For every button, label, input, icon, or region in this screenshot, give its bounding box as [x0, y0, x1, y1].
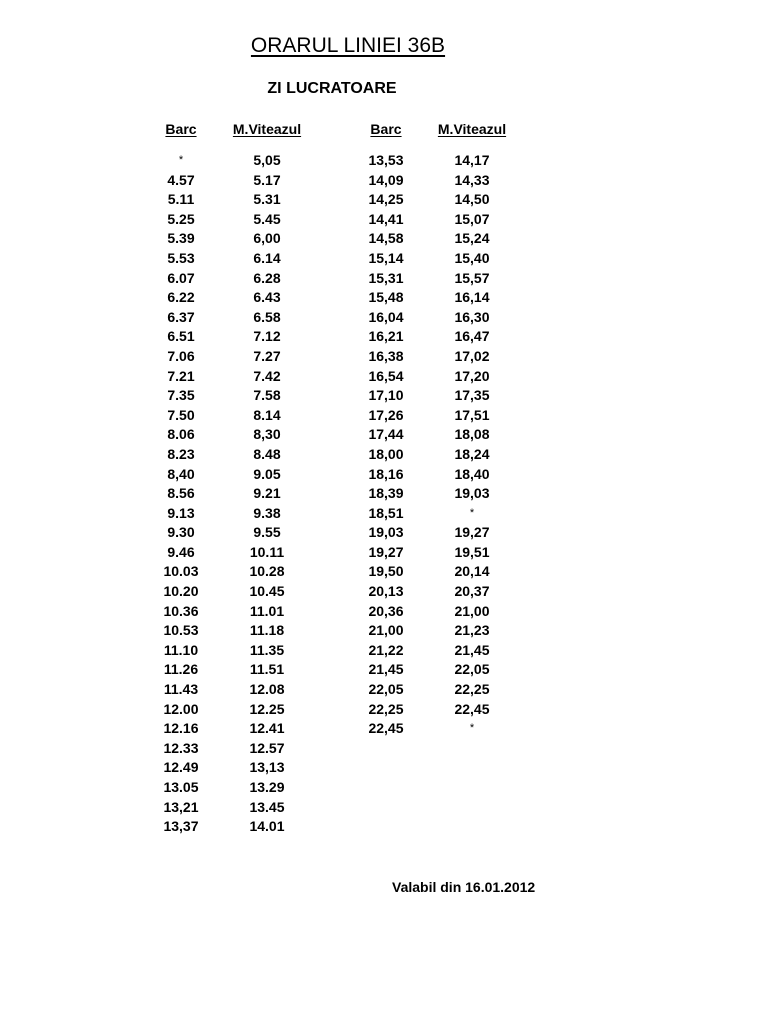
time-cell: 20,36	[368, 602, 404, 619]
time-cell: 10.11	[249, 543, 285, 560]
time-cell: 11.51	[249, 661, 285, 678]
time-cell: 19,03	[368, 524, 404, 541]
time-cell: 15,07	[454, 210, 490, 227]
time-cell: 17,26	[368, 406, 404, 423]
time-cell: 5.17	[253, 171, 281, 188]
timetable-column-mviteazul-1	[212, 120, 322, 837]
time-cell: 12.41	[249, 720, 285, 737]
time-cell: 6.07	[167, 269, 195, 286]
time-cell: 10.36	[163, 602, 199, 619]
time-cell: 19,51	[454, 543, 490, 560]
time-cell: 14,09	[368, 171, 404, 188]
time-cell: 11.26	[163, 661, 199, 678]
time-cell: 10.03	[163, 563, 199, 580]
time-cell: 4.57	[167, 171, 195, 188]
time-cell: 19,27	[368, 543, 404, 560]
time-cell: 14,33	[454, 171, 490, 188]
time-cell: 19,27	[454, 524, 490, 541]
time-cell: *	[469, 722, 475, 735]
time-cell: 5,05	[253, 152, 281, 168]
time-cell: 9.21	[253, 485, 281, 502]
column-header: Barc	[165, 121, 197, 137]
time-cell: 22,25	[454, 681, 490, 698]
time-cell: 18,39	[368, 485, 404, 502]
time-cell: 12.25	[249, 700, 285, 717]
time-cell: 9.46	[167, 543, 195, 560]
time-cell: 9.13	[167, 504, 195, 521]
time-cell: 5.11	[167, 191, 195, 208]
time-cell: 9.38	[253, 504, 281, 521]
time-cell: 6.58	[253, 308, 281, 325]
time-cell: 10.20	[163, 583, 199, 600]
time-cell: 12.57	[249, 739, 285, 756]
time-cell: 22,25	[368, 700, 404, 717]
time-cell: 12.49	[163, 759, 199, 776]
time-cell: 14,50	[454, 191, 490, 208]
page-subtitle: ZI LUCRATOARE	[267, 80, 397, 97]
time-cell: 5.53	[167, 249, 195, 266]
time-cell: 17,10	[368, 387, 404, 404]
time-cell: 21,00	[368, 622, 404, 639]
time-cell: 7.27	[253, 347, 281, 364]
time-cell: 22,05	[454, 661, 490, 678]
time-cell: 13,37	[163, 818, 199, 835]
time-cell: 18,00	[368, 445, 404, 462]
time-cell: 13,13	[249, 759, 285, 776]
validity-note: Valabil din 16.01.2012	[392, 879, 536, 895]
time-cell: 18,51	[368, 504, 404, 521]
time-cell: 21,45	[454, 641, 490, 658]
time-cell: 18,16	[368, 465, 404, 482]
time-cell: 20,14	[454, 563, 490, 580]
time-cell: 15,24	[454, 230, 490, 247]
time-cell: 5.25	[167, 210, 195, 227]
time-cell: 9.55	[253, 524, 281, 541]
time-cell: 6,00	[253, 230, 281, 247]
time-cell: 8.14	[253, 406, 281, 423]
time-cell: 8,30	[253, 426, 281, 443]
time-cell: 13,21	[163, 798, 199, 815]
column-header: Barc	[370, 121, 402, 137]
time-cell: 16,14	[454, 289, 490, 306]
time-cell: 13.29	[249, 779, 285, 795]
time-cell: 10.28	[249, 563, 285, 580]
time-cell: *	[469, 506, 475, 519]
time-cell: 7.21	[167, 367, 195, 384]
time-cell: 14,58	[368, 230, 404, 247]
time-cell: 22,45	[368, 720, 404, 737]
time-cell: 6.14	[253, 249, 281, 266]
column-header: M.Viteazul	[437, 121, 507, 137]
time-cell: 6.22	[167, 289, 195, 306]
time-cell: 7.12	[253, 328, 281, 345]
time-cell: 9.05	[253, 465, 281, 482]
time-cell: 17,02	[454, 347, 490, 364]
time-cell: 21,23	[454, 622, 490, 639]
page-title: ORARUL LINIEI 36B	[250, 34, 446, 57]
time-cell: 15,57	[454, 269, 490, 286]
time-cell: 8.23	[167, 445, 195, 462]
time-cell: 16,47	[454, 328, 490, 345]
time-cell: 7.06	[167, 347, 195, 364]
time-cell: 22,05	[368, 681, 404, 698]
time-cell: 13.05	[163, 779, 199, 795]
time-cell: 15,40	[454, 249, 490, 266]
time-cell: 7.42	[253, 367, 281, 384]
time-cell: 7.50	[167, 406, 195, 423]
time-cell: 20,37	[454, 583, 490, 600]
time-cell: 19,03	[454, 485, 490, 502]
time-cell: 5.31	[253, 191, 281, 208]
time-cell: 6.37	[167, 308, 195, 325]
time-cell: 8.06	[167, 426, 195, 443]
time-cell: 12.00	[163, 700, 199, 717]
time-cell: 10.53	[163, 622, 199, 639]
time-cell: 11.43	[163, 681, 199, 698]
time-cell: 15,48	[368, 289, 404, 306]
time-cell: 14,41	[368, 210, 404, 227]
time-cell: 11.10	[163, 641, 199, 658]
time-cell: 6.28	[253, 269, 281, 286]
time-cell: 16,21	[368, 328, 404, 345]
time-cell: 19,50	[368, 563, 404, 580]
time-cell: 8,40	[167, 465, 195, 482]
time-cell: 16,54	[368, 367, 404, 384]
time-cell: 14,17	[454, 152, 490, 168]
column-cells	[417, 151, 527, 739]
time-cell: 17,20	[454, 367, 490, 384]
time-cell: 12.08	[249, 681, 285, 698]
time-cell: 22,45	[454, 700, 490, 717]
time-cell: 8.56	[167, 485, 195, 502]
column-header: M.Viteazul	[232, 121, 302, 137]
time-cell: 6.51	[167, 328, 195, 345]
time-cell: 15,31	[368, 269, 404, 286]
time-cell: 20,13	[368, 583, 404, 600]
time-cell: 11.35	[249, 641, 285, 658]
time-cell: 13.45	[249, 798, 285, 815]
time-cell: 8.48	[253, 445, 281, 462]
time-cell: 12.33	[163, 739, 199, 756]
time-cell: 11.18	[249, 622, 285, 639]
time-cell: 21,00	[454, 602, 490, 619]
time-cell: 7.35	[167, 387, 195, 404]
time-cell: 17,35	[454, 387, 490, 404]
time-cell: 14,25	[368, 191, 404, 208]
time-cell: 18,08	[454, 426, 490, 443]
time-cell: 10.45	[249, 583, 285, 600]
time-cell: 16,38	[368, 347, 404, 364]
time-cell: 17,51	[454, 406, 490, 423]
time-cell: 16,04	[368, 308, 404, 325]
time-cell: 17,44	[368, 426, 404, 443]
time-cell: 21,45	[368, 661, 404, 678]
time-cell: 21,22	[368, 641, 404, 658]
time-cell: 18,24	[454, 445, 490, 462]
column-cells	[212, 151, 322, 837]
time-cell: 13,53	[368, 152, 404, 168]
time-cell: 6.43	[253, 289, 281, 306]
time-cell: 18,40	[454, 465, 490, 482]
time-cell: 16,30	[454, 308, 490, 325]
time-cell: *	[178, 154, 184, 166]
time-cell: 5.39	[167, 230, 195, 247]
timetable-column-mviteazul-2	[417, 120, 527, 739]
time-cell: 5.45	[253, 210, 281, 227]
time-cell: 11.01	[249, 602, 285, 619]
time-cell: 9.30	[167, 524, 195, 541]
time-cell: 15,14	[368, 249, 404, 266]
time-cell: 14.01	[249, 818, 285, 835]
time-cell: 7.58	[253, 387, 281, 404]
time-cell: 12.16	[163, 720, 199, 737]
